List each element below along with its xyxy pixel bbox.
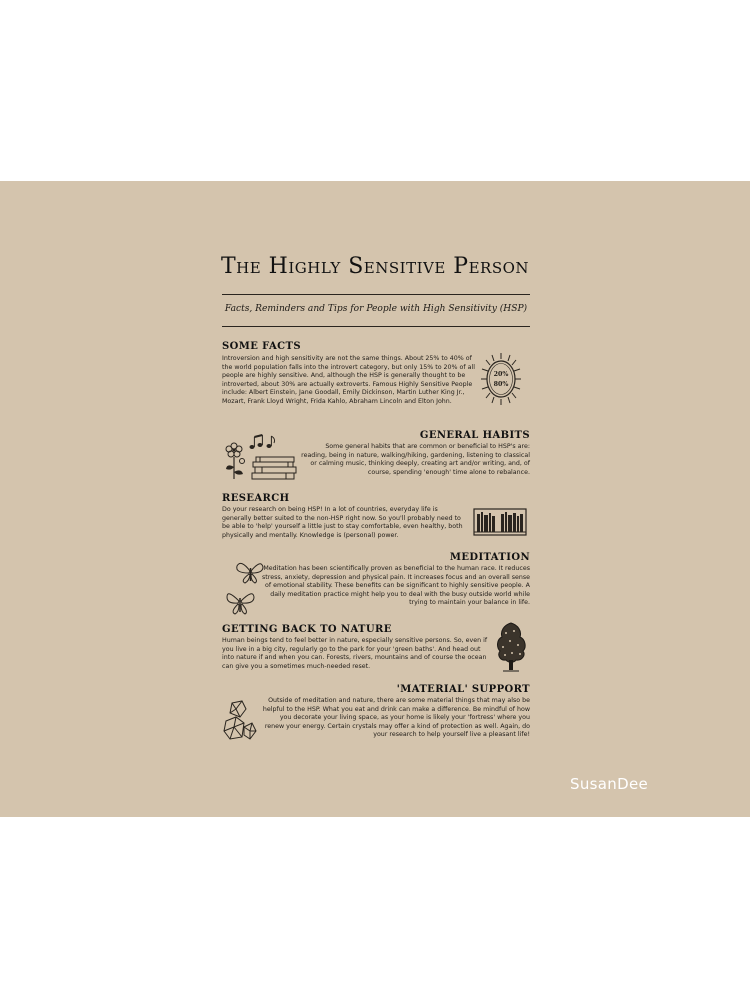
section-body-meditation: Meditation has been scientifically proven as beneficial to the human race. It reduces stress, anxiety, depression and physical pain. It increases focus and an overall sense of emotional stability. These benefits can be significant to highly sensitive people. A daily meditation practice might help you to deal with the busy outside world while trying to maintain your balance in life. [262,565,531,607]
section-heading-meditation: MEDITATION [449,552,530,563]
section-heading-research: RESEARCH [222,493,290,504]
books-icon [250,455,298,481]
section-body-material: Outside of meditation and nature, there are some material things that may also be helpful to the HSP. What you eat and drink can make a difference. Be mindful of how you decorate your living space, as your home is likely your 'fortress' where you renew your energy. Certain crystals may offer a kind of protection as well. Again, do your research to help yourself live a pleasant life! [262,697,530,739]
poster-subtitle: Facts, Reminders and Tips for People with High Sensitivity (HSP) [224,304,528,314]
poster [0,181,750,817]
artist-label: SusanDee [570,775,648,793]
poster-title: The Highly Sensitive Person [220,254,530,279]
badge-bottom-value: 80% [493,381,509,388]
badge-top-value: 20% [493,371,509,378]
crystals-icon [222,699,258,743]
music-notes-icon [248,433,278,451]
section-heading-some-facts: SOME FACTS [222,341,301,352]
section-heading-material: 'MATERIAL' SUPPORT [396,684,530,695]
section-body-research: Do your research on being HSP! In a lot of countries, everyday life is generally better suited to the non-HSP right now. So you'll probably need to be able to 'help' yourself a little just to stay comfortable, even healthy, both physically and mentally. Knowledge is (personal) power. [222,506,463,539]
title-divider-top [222,294,530,295]
butterflies-icon [225,557,265,617]
bookshelf-icon [473,508,527,536]
section-body-nature: Human beings tend to feel better in nature, especially sensitive persons. So, even if you live in a big city, regularly go to the park for your 'green baths'. And head out into nature if and when you can. Forests, rivers, mountains and of course the ocean can give you a sometimes much-needed reset. [222,637,488,670]
flower-icon [222,437,248,481]
section-body-some-facts: Introversion and high sensitivity are not the same things. About 25% to 40% of the world population falls into the introvert category, but only 15% to 20% of all people are highly sensitive. And, although the HSP is generally thought to be introverted, about 30% are actually extroverts. Famous Highly Sensitive People include: Albert Einstein, Jane Goodall, Emily Dickinson, Martin Luther King Jr., Mozart, Frank Lloyd Wright, Frida Kahlo, Abraham Lincoln and Elton John. [222,355,475,405]
tree-icon [494,621,528,673]
section-heading-nature: GETTING BACK TO NATURE [222,624,392,635]
section-heading-general-habits: GENERAL HABITS [419,430,530,441]
title-divider-bottom [222,326,530,327]
section-body-general-habits: Some general habits that are common or beneficial to HSP's are: reading, being in nature, walking/hiking, gardening, listening to classical or calming music, thinking deeply, creating art and/or writing, and, of course, spending 'enough' time alone to rebalance. [301,443,530,476]
